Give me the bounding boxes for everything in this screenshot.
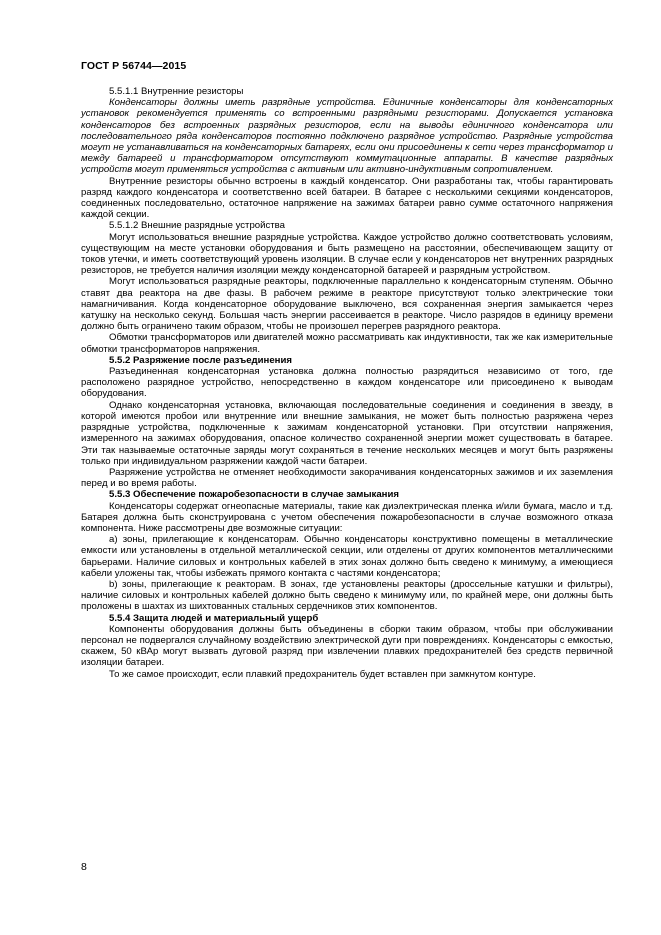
subsection-heading: 5.5.1.1 Внутренние резисторы xyxy=(109,86,244,97)
subsection-heading: 5.5.1.2 Внешние разрядные устройства xyxy=(109,220,285,232)
list-item: b) зоны, прилегающие к реакторам. В зонах, где установлены реакторы (дроссельные катушки и фильтры), наличие силовых и контрольных кабелей должно быть сведено к минимуму или, по крайней мере, они должны быть проложены в шахтах из шихтованных стальных сердечников этих компонентов. xyxy=(81,578,613,613)
page-number: 8 xyxy=(81,861,87,873)
document-page xyxy=(81,0,613,935)
paragraph: Могут использоваться разрядные реакторы, подключенные параллельно к конденсаторным ступеням. Обычно ставят два реактора на две фазы. В рабочем режиме в реакторе присутствуют только электрические токи намагничивания. Когда конденсаторное оборудование выключено, вся сохраненная энергия замыкается через катушку на несколько секунд. Большая часть энергии рассеивается в реакторе. Число разрядов в единицу времени должно быть ограничено таким образом, чтобы не произошел перегрев разрядного реактора. xyxy=(81,276,613,333)
section-heading: 5.5.2 Разряжение после разъединения xyxy=(109,354,292,366)
paragraph: Однако конденсаторная установка, включающая последовательные соединения и соединения в звезду, в которой имеются пробои или внутренние или внешние замыкания, не может быть полностью разряжена через разрядные устройства, подключенные к зажимам конденсаторной установки. При отсутствии напряжения, измеренного на зажимах оборудования, опасное количество сохраненной энергии может существовать в батарее. Эти так называемые остаточные заряды могут сохраняться в течение нескольких месяцев и могут быть разряжены только при индивидуальном разряжении каждой части батареи. xyxy=(81,399,613,467)
document-header: ГОСТ Р 56744—2015 xyxy=(81,60,187,72)
paragraph: Обмотки трансформаторов или двигателей можно рассматривать как индуктивности, так же как измерительные обмотки трансформаторов напряжения. xyxy=(81,332,613,355)
section-heading: 5.5.3 Обеспечение пожаробезопасности в случае замыкания xyxy=(109,489,399,501)
paragraph-italic: Конденсаторы должны иметь разрядные устройства. Единичные конденсаторы для конденсаторных установок рекомендуется применять со встроенными разрядными резисторами. Допускается установка конденсаторов без встроенных разрядных резисторов, если на выводы единичного конденсатора или последовательного ряда конденсаторов постоянно подключено разрядное устройство. Разрядные устройства могут не устанавливаться на конденсаторных батареях, если они присоединены к сети через трансформатор и между батареей и трансформатором отсутствуют коммутационные аппараты. В качестве разрядных устройств могут применяться устройства с активным или активно-индуктивным сопротивлением. xyxy=(81,97,613,176)
paragraph: Разряжение устройства не отменяет необходимости закорачивания конденсаторных зажимов и их заземления перед и во время работы. xyxy=(81,466,613,490)
paragraph: Разъединенная конденсаторная установка должна полностью разрядиться независимо от того, где расположено разрядное устройство, непосредственно в каждом конденсаторе или присоединено к выводам оборудования. xyxy=(81,366,613,400)
paragraph: Компоненты оборудования должны быть объединены в сборки таким образом, чтобы при обслуживании персонал не подвергался случайному воздействию электрической дуги при повреждениях. Конденсаторы с емкостью, скажем, 50 кВАр могут вызвать дуговой разряд при извлечении плавких предохранителей без средств первичной изоляции батареи. xyxy=(81,623,613,669)
paragraph: Конденсаторы содержат огнеопасные материалы, такие как диэлектрическая пленка и/или бумага, масло и т.д. Батарея должна быть сконструирована с учетом обеспечения пожаробезопасности в случае возможного отказа компонента. Ниже рассмотрены две возможные ситуации: xyxy=(81,500,613,534)
paragraph: То же самое происходит, если плавкий предохранитель будет вставлен при замкнутом контуре. xyxy=(109,668,536,680)
paragraph: Могут использоваться внешние разрядные устройства. Каждое устройство должно соответствовать условиям, существующим на месте установки оборудования и быть размещено на расстоянии, обеспечивающем защиту от токов утечки, и иметь соответствующий уровень изоляции. В случае если у конденсаторов нет внутренних разрядных резисторов, не требуется наличия изоляции между конденсаторной батареей и разрядным устройством. xyxy=(81,231,613,277)
list-item: a) зоны, прилегающие к конденсаторам. Обычно конденсаторы конструктивно помещены в металлические емкости или установлены в отдельной металлической секции, или отделены от других компонентов металлическими барьерами. Наличие силовых и контрольных кабелей в этих зонах должно быть сведено к минимуму, а имеющиеся кабели уложены так, чтобы избежать прямого контакта с частями конденсатора; xyxy=(81,534,613,579)
section-heading: 5.5.4 Защита людей и материальный ущерб xyxy=(109,612,319,624)
paragraph: Внутренние резисторы обычно встроены в каждый конденсатор. Они разработаны так, чтобы гарантировать разряд каждого конденсатора и соответственно всей батареи. В батарее с несколькими секциями конденсаторов, соединенных последовательно, остаточное напряжение на зажимах батареи равно сумме остаточного напряжения каждой секции. xyxy=(81,175,613,221)
document-body xyxy=(81,86,613,680)
